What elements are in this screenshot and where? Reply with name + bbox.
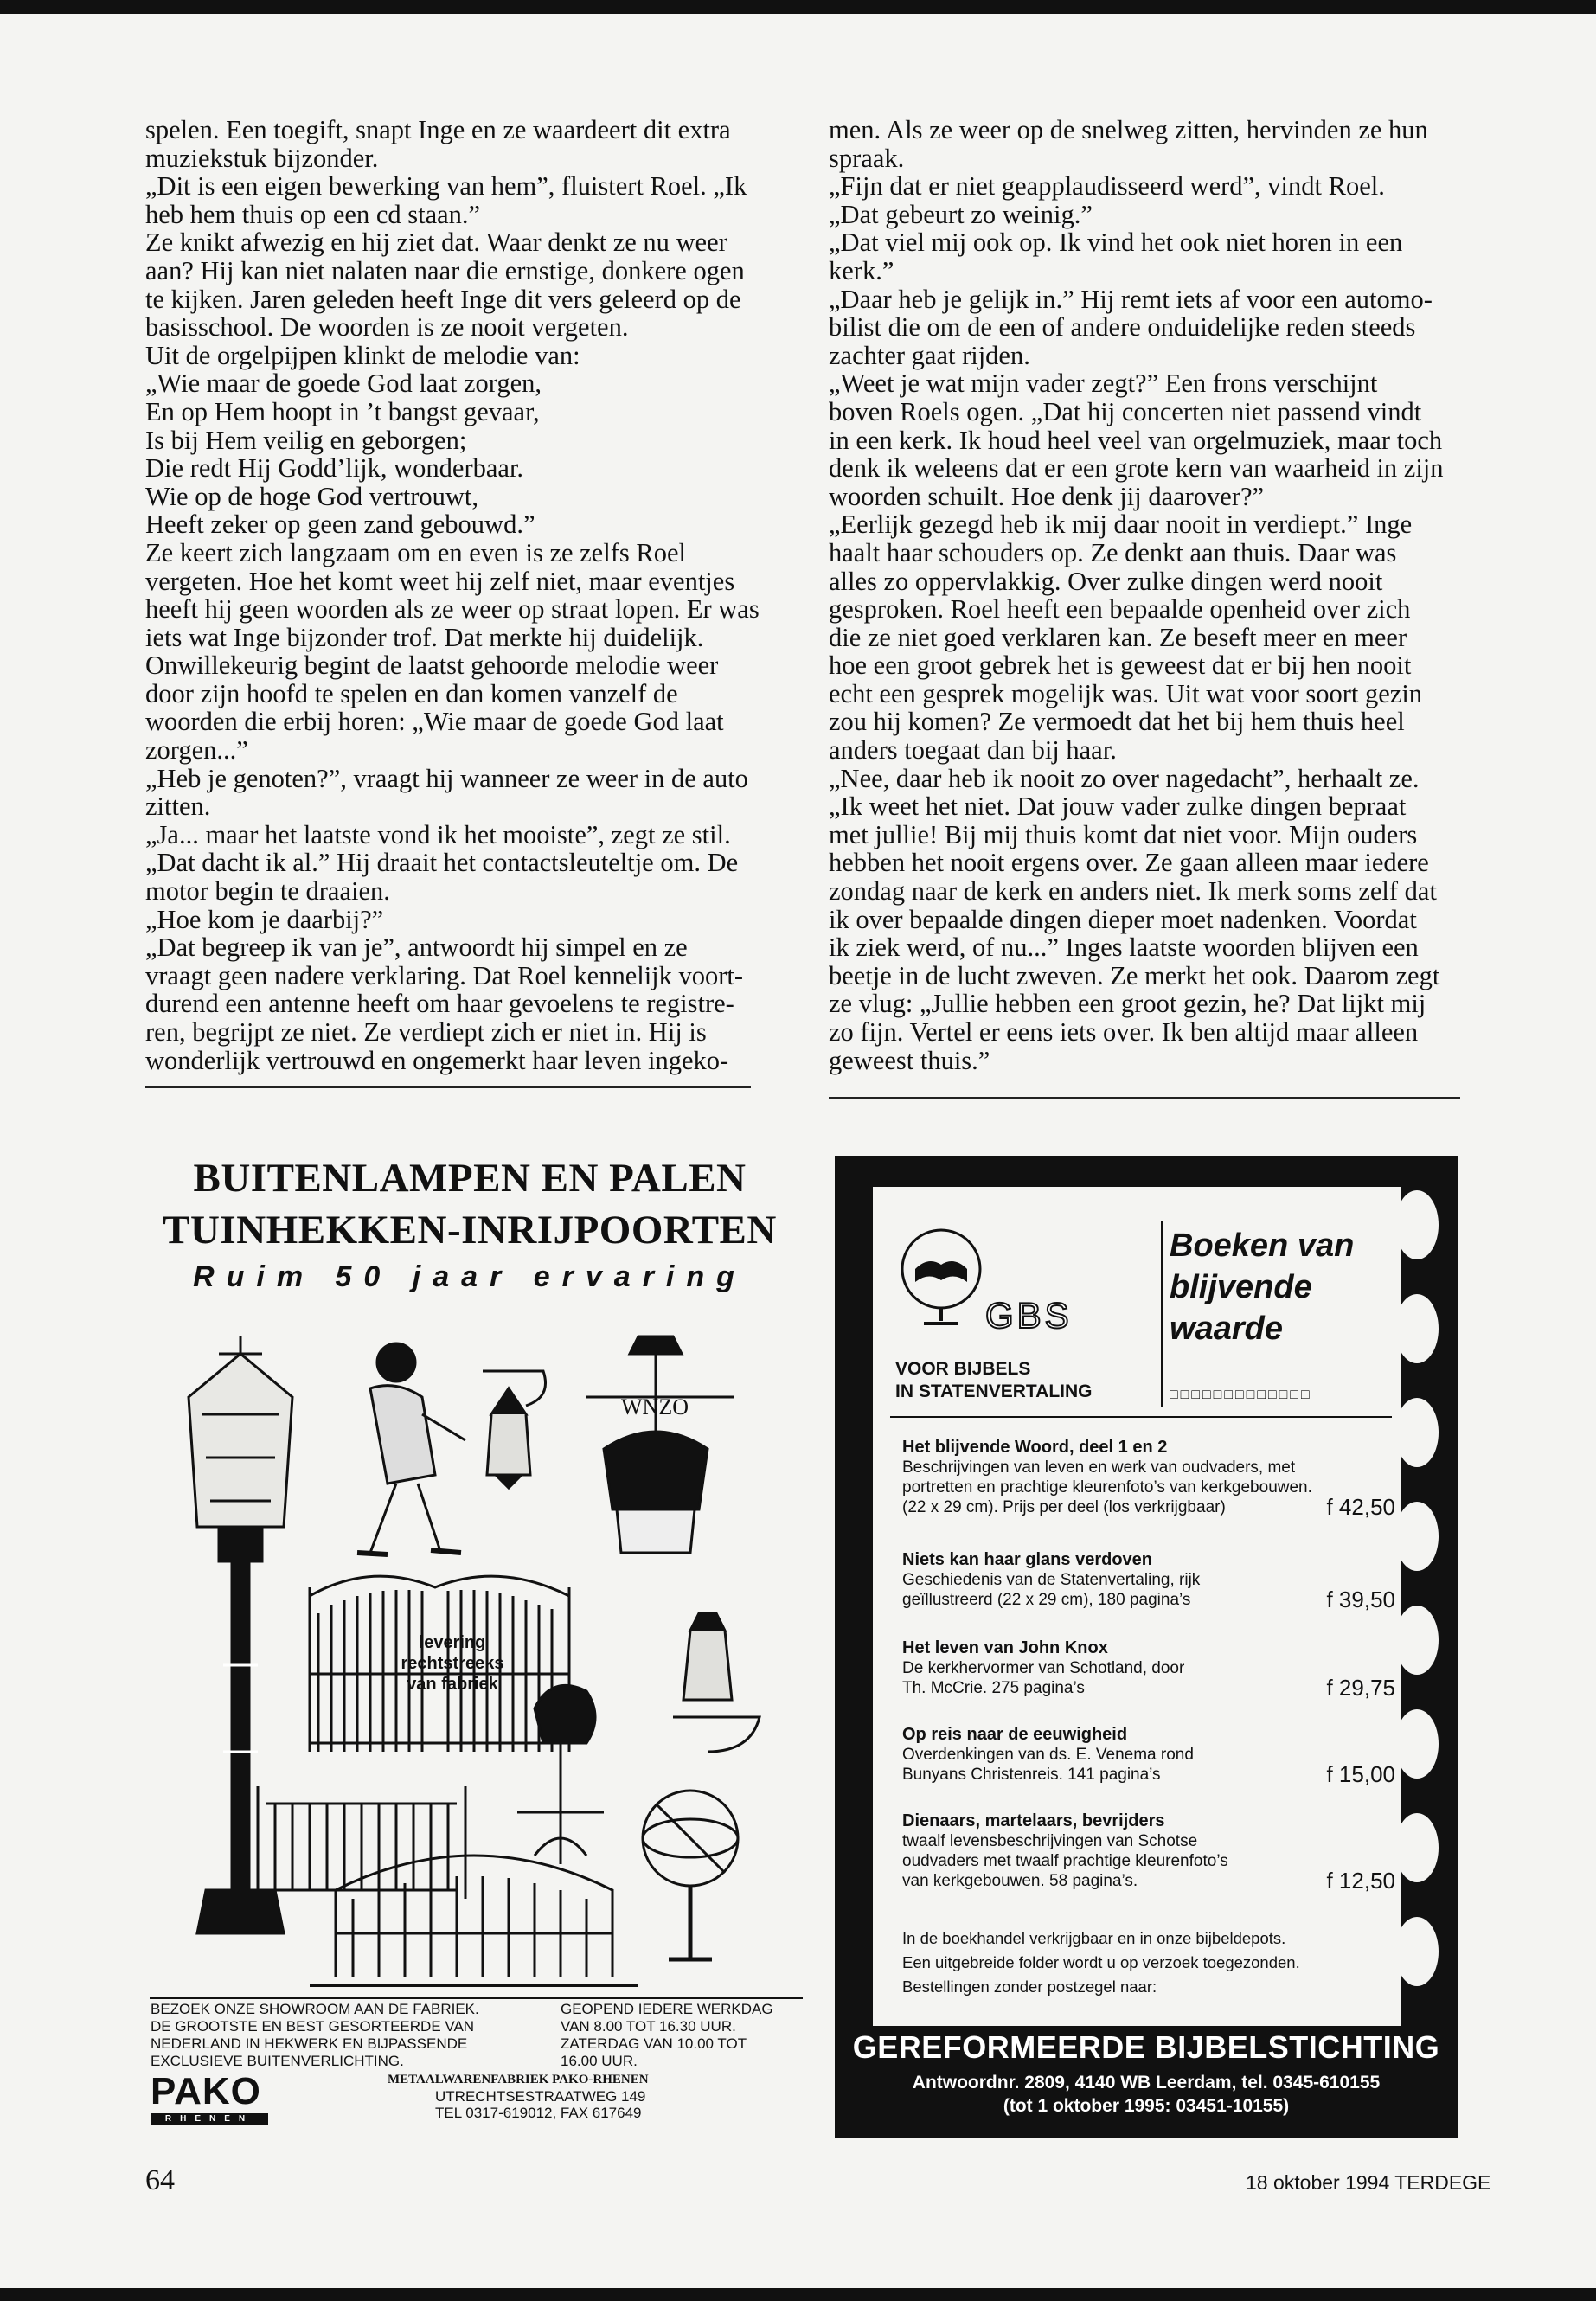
delivery-label-line2: rechtstreeks	[401, 1654, 504, 1673]
issue-date: 18 oktober 1994 TERDEGE	[1246, 2171, 1491, 2194]
book-description: Overdenkingen van ds. E. Venema rond	[902, 1746, 1194, 1764]
pako-address-block	[388, 2072, 649, 2121]
book-title: Dienaars, martelaars, bevrijders	[902, 1811, 1165, 1830]
book-price: f 29,75	[1326, 1675, 1395, 1701]
article-line: „Ik weet het niet. Dat jouw vader zulke dingen bepraat	[829, 792, 1407, 822]
gbs-organization-block	[835, 2029, 1458, 2118]
article-line: alles zo oppervlakkig. Over zulke dingen werd nooit	[829, 566, 1383, 596]
footer-line: Bestellingen zonder postzegel naar:	[902, 1977, 1157, 1996]
showroom-line: EXCLUSIEVE BUITENVERLICHTING.	[151, 2053, 404, 2069]
article-line: echt een gesprek mogelijk was. Uit wat voor soort gezin	[829, 678, 1423, 708]
hours-line: GEOPEND IEDERE WERKDAG	[561, 2001, 773, 2017]
footer-line: Een uitgebreide folder wordt u op verzoek toegezonden.	[902, 1953, 1300, 1971]
article-line: „Wie maar de goede God laat zorgen,	[145, 369, 542, 399]
gbs-footer-text	[902, 1926, 1395, 1999]
article-line: woorden schuilt. Hoe denk jij daarover?”	[829, 481, 1265, 511]
weathervane-illustration	[586, 1336, 734, 1553]
showroom-line: BEZOEK ONZE SHOWROOM AAN DE FABRIEK.	[151, 2001, 479, 2017]
article-line: „Dat viel mij ook op. Ik vind het ook niet horen in een	[829, 228, 1403, 258]
scallop-edge	[1395, 1502, 1439, 1571]
article-line: kerk.”	[829, 255, 894, 285]
article-line: Ze knikt afwezig en hij ziet dat. Waar denkt ze nu weer	[145, 228, 727, 258]
top-border	[0, 0, 1596, 14]
article-line: zitten.	[145, 792, 211, 822]
footer-line: In de boekhandel verkrijgbaar en in onze bijbeldepots.	[902, 1929, 1286, 1947]
article-line: te kijken. Jaren geleden heeft Inge dit vers geleerd op de	[145, 284, 741, 314]
article-line: Ze keert zich langzaam om en even is ze zelfs Roel	[145, 537, 686, 567]
scallop-edge	[1395, 1190, 1439, 1259]
article-line: anders toegaat dan bij haar.	[829, 735, 1117, 766]
book-price: f 42,50	[1326, 1494, 1395, 1520]
book-description: Bunyans Christenreis. 141 pagina’s	[902, 1766, 1161, 1784]
book-item	[902, 1550, 1395, 1610]
pako-phone: TEL 0317-619012, FAX 617649	[435, 2105, 642, 2121]
article-line: men. Als ze weer op de snelweg zitten, hervinden ze hun	[829, 115, 1428, 144]
hours-line: VAN 8.00 TOT 16.30 UUR.	[561, 2018, 736, 2035]
article-line: denk ik weleens dat er een grote kern van waarheid in zijn	[829, 453, 1444, 484]
article-line: „Ja... maar het laatste vond ik het mooiste”, zegt ze stil.	[145, 819, 731, 849]
heading-line: Boeken van	[1170, 1227, 1355, 1264]
book-item	[902, 1638, 1395, 1701]
article-line: zondag naar de kerk en anders niet. Ik merk soms zelf dat	[829, 876, 1437, 907]
article-right-column	[829, 116, 1460, 1074]
book-description: twaalf levensbeschrijvingen van Schotse	[902, 1832, 1198, 1850]
article-line: zou hij komen? Ze vermoedt dat het bij hem thuis heel	[829, 707, 1405, 737]
book-title: Op reis naar de eeuwigheid	[902, 1725, 1128, 1744]
article-line: „Weet je wat mijn vader zegt?” Een frons verschijnt	[829, 369, 1378, 399]
article-line: ze vlug: „Jullie hebben een groot gezin, he? Dat lijkt mij	[829, 989, 1426, 1019]
article-line: „Fijn dat er niet geapplaudisseerd werd”, vindt Roel.	[829, 171, 1385, 202]
wall-lantern-illustration	[673, 1613, 760, 1752]
scallop-edge	[1395, 1709, 1439, 1779]
arched-gate-illustration	[310, 1856, 638, 1985]
article-line: iets wat Inge bijzonder trof. Dat merkte hij duidelijk.	[145, 622, 704, 652]
wall-lantern-illustration	[483, 1371, 546, 1488]
article-line: ik over bepaalde dingen dieper moet nadenken. Voordat	[829, 904, 1417, 934]
heading-line: blijvende	[1170, 1269, 1312, 1305]
subheading-line: VOOR BIJBELS	[895, 1359, 1031, 1379]
gbs-decorative-boxes: □□□□□□□□□□□□□	[1170, 1388, 1312, 1402]
article-line: gesproken. Roel heeft een bepaalde openheid over zich	[829, 594, 1411, 625]
article-line: „Heb je genoten?”, vraagt hij wanneer ze weer in de auto	[145, 763, 748, 793]
article-line: beetje in de lucht zweven. Ze merkt het ook. Daarom zegt	[829, 960, 1440, 990]
pako-logo: PAKO	[151, 2070, 261, 2112]
book-price: f 12,50	[1326, 1868, 1395, 1894]
pako-illustration	[137, 1302, 811, 2003]
globe-book-icon	[894, 1221, 989, 1334]
gbs-advertisement	[835, 1156, 1458, 2138]
article-line: aan? Hij kan niet nalaten naar die ernstige, donkere ogen	[145, 255, 745, 285]
article-line: „Nee, daar heb ik nooit zo over nagedacht”, herhaalt ze.	[829, 763, 1420, 793]
organization-phone-note: (tot 1 oktober 1995: 03451-10155)	[1003, 2096, 1290, 2116]
heading-line: waarde	[1170, 1311, 1283, 1347]
gbs-logo: GBS	[985, 1295, 1073, 1336]
pako-title-line2: TUINHEKKEN-INRIJPOORTEN	[163, 1208, 777, 1253]
street-lamp-illustration	[189, 1336, 292, 1933]
book-description: (22 x 29 cm). Prijs per deel (los verkrijgbaar)	[902, 1498, 1226, 1516]
book-description: portretten en prachtige kleurenfoto’s van kerkgebouwen.	[902, 1478, 1312, 1497]
article-line: zachter gaat rijden.	[829, 340, 1030, 370]
book-description: De kerkhervormer van Schotland, door	[902, 1659, 1185, 1677]
pako-logo-subtitle: RHENEN	[151, 2113, 268, 2125]
article-line: vergeten. Hoe het komt weet hij zelf niet, maar eventjes	[145, 566, 735, 596]
organization-address: Antwoordnr. 2809, 4140 WB Leerdam, tel. 0345-610155	[912, 2073, 1381, 2093]
article-line: Heeft zeker op geen zand gebouwd.”	[145, 510, 535, 540]
article-line: boven Roels ogen. „Dat hij concerten niet passend vindt	[829, 396, 1422, 426]
article-line: met jullie! Bij mij thuis komt dat niet voor. Mijn ouders	[829, 819, 1418, 849]
scallop-edge	[1395, 1917, 1439, 1986]
column-divider-rule	[829, 1097, 1460, 1099]
article-line: ren, begrijpt ze niet. Ze verdiept zich er niet in. Hij is	[145, 1017, 707, 1047]
book-title: Het blijvende Woord, deel 1 en 2	[902, 1438, 1168, 1457]
book-description: van kerkgebouwen. 58 pagina’s.	[902, 1872, 1138, 1890]
article-line: wonderlijk vertrouwd en ongemerkt haar leven ingeko-	[145, 1045, 729, 1075]
book-item	[902, 1725, 1395, 1785]
delivery-badge	[401, 1633, 504, 1694]
article-line: haalt haar schouders op. Ze denkt aan thuis. Daar was	[829, 537, 1397, 567]
subheading-line: IN STATENVERTALING	[895, 1381, 1093, 1401]
article-line: Onwillekeurig begint de laatst gehoorde melodie weer	[145, 651, 719, 681]
page-number: 64	[145, 2164, 175, 2196]
column-divider-rule	[145, 1086, 751, 1088]
article-line: geweest thuis.”	[829, 1045, 990, 1075]
article-line: spelen. Een toegift, snapt Inge en ze waardeert dit extra	[145, 115, 731, 144]
bottom-border	[0, 2288, 1596, 2301]
article-line: door zijn hoofd te spelen en dan komen vanzelf de	[145, 678, 678, 708]
scallop-edge	[1395, 1606, 1439, 1675]
hours-line: 16.00 UUR.	[561, 2053, 638, 2069]
gbs-content-panel	[873, 1187, 1401, 2026]
gbs-divider	[1161, 1221, 1163, 1407]
book-description: Th. McCrie. 275 pagina’s	[902, 1679, 1085, 1697]
article-line: „Dat dacht ik al.” Hij draait het contactsleuteltje om. De	[145, 848, 739, 878]
scallop-edge	[1395, 1398, 1439, 1467]
delivery-label-line1: levering	[419, 1633, 486, 1652]
walking-man-illustration	[357, 1343, 465, 1554]
article-line: muziekstuk bijzonder.	[145, 143, 379, 173]
pako-company: METAALWARENFABRIEK PAKO-RHENEN	[388, 2073, 649, 2086]
weathervane-letters: WNZO	[621, 1394, 689, 1420]
gbs-subheading	[895, 1358, 1093, 1403]
article-line: ik ziek werd, of nu...” Inges laatste woorden blijven een	[829, 933, 1419, 963]
book-description: Beschrijvingen van leven en werk van oudvaders, met	[902, 1458, 1296, 1477]
article-line: durend een antenne heeft om haar gevoelens te registre-	[145, 989, 734, 1019]
article-line: motor begin te draaien.	[145, 876, 390, 907]
book-price: f 39,50	[1326, 1586, 1395, 1612]
article-line: „Dat begreep ik van je”, antwoordt hij simpel en ze	[145, 933, 688, 963]
article-line: „Dit is een eigen bewerking van hem”, fluistert Roel. „Ik	[145, 171, 747, 202]
gbs-heading	[1170, 1225, 1354, 1349]
book-description: oudvaders met twaalf prachtige kleurenfoto’s	[902, 1852, 1228, 1870]
scallop-edge	[1395, 1294, 1439, 1363]
scallop-edge	[1395, 1813, 1439, 1882]
organization-name: GEREFORMEERDE BIJBELSTICHTING	[852, 2029, 1440, 2065]
showroom-line: DE GROOTSTE EN BEST GESORTEERDE VAN	[151, 2018, 475, 2035]
armillary-sphere-illustration	[643, 1791, 738, 1959]
article-line: vraagt geen nadere verklaring. Dat Roel kennelijk voort-	[145, 960, 744, 990]
article-line: woorden die erbij horen: „Wie maar de goede God laat	[145, 707, 724, 737]
pako-advertisement	[128, 1120, 811, 2141]
book-item	[902, 1811, 1395, 1894]
article-line: zo fijn. Vertel er eens iets over. Ik ben altijd maar alleen	[829, 1017, 1419, 1047]
book-price: f 15,00	[1326, 1761, 1395, 1787]
delivery-label-line3: van fabriek	[407, 1675, 498, 1694]
article-line: „Daar heb je gelijk in.” Hij remt iets af voor een automo-	[829, 284, 1433, 314]
article-line: „Eerlijk gezegd heb ik mij daar nooit in verdiept.” Inge	[829, 510, 1413, 540]
article-line: En op Hem hoopt in ’t bangst gevaar,	[145, 396, 540, 426]
book-title: Het leven van John Knox	[902, 1638, 1108, 1657]
article-left-column	[145, 116, 768, 1074]
article-line: hoe een groot gebrek het is geweest dat er bij hen nooit	[829, 651, 1412, 681]
article-line: bilist die om de een of andere onduidelijke reden steeds	[829, 312, 1416, 343]
article-line: heeft hij geen woorden als ze weer op straat lopen. Er was	[145, 594, 760, 625]
article-line: zorgen...”	[145, 735, 248, 766]
article-line: „Hoe kom je daarbij?”	[145, 904, 384, 934]
article-line: heb hem thuis op een cd staan.”	[145, 199, 481, 229]
article-line: hebben het nooit ergens over. Ze gaan alleen maar iedere	[829, 848, 1429, 878]
book-title: Niets kan haar glans verdoven	[902, 1550, 1153, 1569]
article-line: basisschool. De woorden is ze nooit vergeten.	[145, 312, 629, 343]
hours-line: ZATERDAG VAN 10.00 TOT	[561, 2035, 747, 2052]
article-line: Die redt Hij Godd’lijk, wonderbaar.	[145, 453, 524, 484]
pako-title-line1: BUITENLAMPEN EN PALEN	[193, 1156, 747, 1201]
article-line: in een kerk. Ik houd heel veel van orgelmuziek, maar toch	[829, 425, 1443, 455]
rooster-illustration	[517, 1685, 604, 1864]
pako-opening-hours	[561, 2001, 803, 2070]
article-line: spraak.	[829, 143, 905, 173]
article-line: Is bij Hem veilig en geborgen;	[145, 425, 467, 455]
article-line: Wie op de hoge God vertrouwt,	[145, 481, 479, 511]
showroom-line: NEDERLAND IN HEKWERK EN BIJPASSENDE	[151, 2035, 468, 2052]
article-line: „Dat gebeurt zo weinig.”	[829, 199, 1093, 229]
book-description: Geschiedenis van de Statenvertaling, rijk	[902, 1571, 1201, 1589]
article-line: die ze niet goed verklaren kan. Ze beseft meer en meer	[829, 622, 1407, 652]
fence-illustration	[258, 1786, 465, 1899]
pako-showroom-text	[151, 2001, 548, 2070]
pako-tagline: Ruim 50 jaar ervaring	[193, 1260, 747, 1293]
article-line: Uit de orgelpijpen klinkt de melodie van:	[145, 340, 580, 370]
book-item	[902, 1438, 1395, 1520]
gbs-divider	[890, 1416, 1392, 1418]
pako-address: UTRECHTSESTRAATWEG 149	[435, 2088, 646, 2105]
book-description: geïllustreerd (22 x 29 cm), 180 pagina’s	[902, 1591, 1191, 1609]
